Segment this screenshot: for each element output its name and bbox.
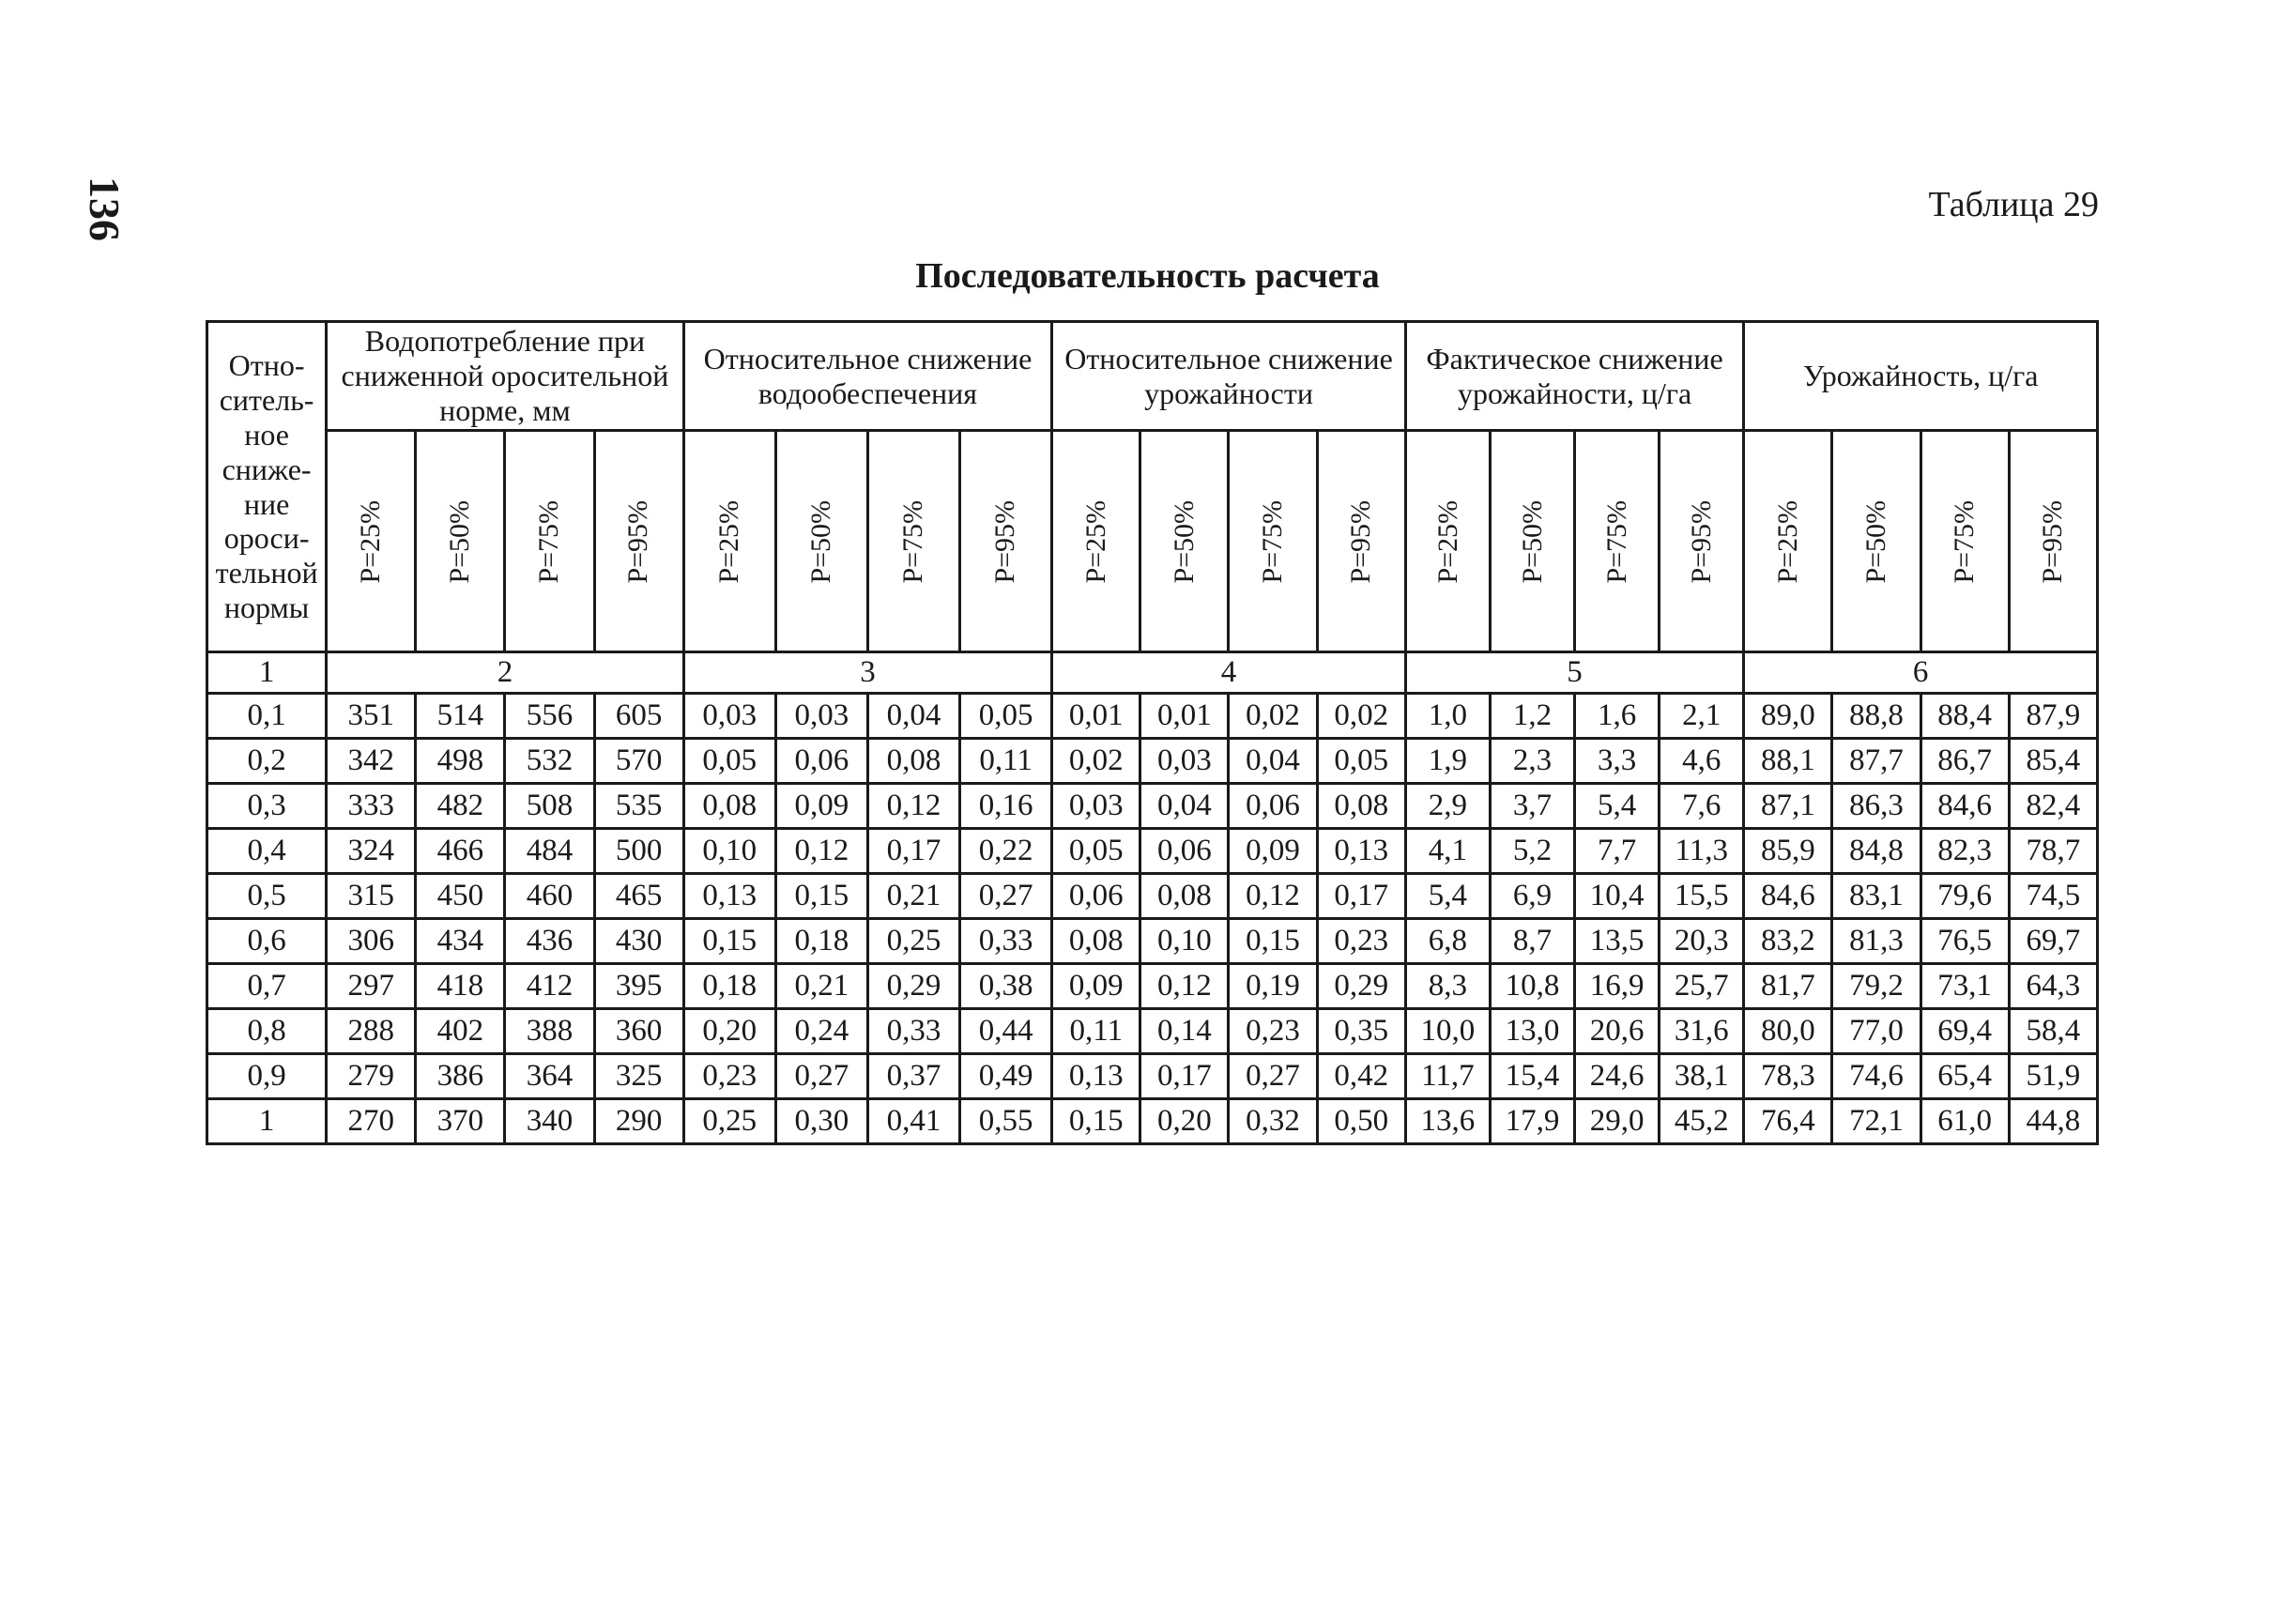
table-cell: 61,0	[1920, 1099, 2009, 1144]
table-cell: 10,4	[1575, 874, 1660, 919]
table-cell: 0,12	[1229, 874, 1317, 919]
table-cell: 6,8	[1405, 919, 1490, 964]
table-cell: 5,4	[1405, 874, 1490, 919]
table-cell: 0,22	[960, 829, 1052, 874]
table-cell: 395	[594, 964, 683, 1009]
probability-label: P=95%	[622, 499, 654, 584]
table-cell: 13,0	[1490, 1009, 1574, 1054]
probability-header	[2009, 431, 2097, 652]
table-cell: 87,1	[1744, 784, 1832, 829]
table-cell: 418	[416, 964, 505, 1009]
table-cell: 79,6	[1920, 874, 2009, 919]
table-cell: 450	[416, 874, 505, 919]
table-cell: 83,2	[1744, 919, 1832, 964]
probability-label: P=95%	[989, 499, 1021, 584]
table-cell: 0,44	[960, 1009, 1052, 1054]
table-cell: 430	[594, 919, 683, 964]
probability-label: P=25%	[1431, 499, 1463, 584]
table-cell: 482	[416, 784, 505, 829]
table-cell: 0,09	[775, 784, 867, 829]
probability-label: P=50%	[1516, 499, 1548, 584]
table-cell: 412	[505, 964, 594, 1009]
table-cell: 0,10	[1140, 919, 1229, 964]
table-cell: 13,6	[1405, 1099, 1490, 1144]
table-cell: 0,23	[1317, 919, 1405, 964]
table-cell: 0,05	[960, 694, 1052, 739]
table-cell: 0,14	[1140, 1009, 1229, 1054]
table-cell: 360	[594, 1009, 683, 1054]
probability-label: P=95%	[1344, 499, 1376, 584]
table-cell: 6,9	[1490, 874, 1574, 919]
table-cell: 81,3	[1832, 919, 1920, 964]
table-cell: 69,4	[1920, 1009, 2009, 1054]
table-cell: 11,3	[1660, 829, 1744, 874]
table-cell: 325	[594, 1054, 683, 1099]
table-cell: 65,4	[1920, 1054, 2009, 1099]
table-cell: 8,7	[1490, 919, 1574, 964]
table-cell: 0,05	[1317, 739, 1405, 784]
table-cell: 17,9	[1490, 1099, 1574, 1144]
table-title: Последовательность расчета	[915, 256, 1380, 296]
column-number: 1	[207, 652, 327, 694]
table-cell: 13,5	[1575, 919, 1660, 964]
table-cell: 0,24	[775, 1009, 867, 1054]
table-cell: 38,1	[1660, 1054, 1744, 1099]
table-cell: 0,06	[1229, 784, 1317, 829]
table-cell: 74,6	[1832, 1054, 1920, 1099]
probability-label: P=50%	[1168, 499, 1200, 584]
table-cell: 0,27	[960, 874, 1052, 919]
table-cell: 0,17	[1140, 1054, 1229, 1099]
table-cell: 73,1	[1920, 964, 2009, 1009]
table-cell: 78,3	[1744, 1054, 1832, 1099]
probability-header	[594, 431, 683, 652]
table-cell: 25,7	[1660, 964, 1744, 1009]
table-cell: 484	[505, 829, 594, 874]
probability-header	[683, 431, 775, 652]
table-cell: 16,9	[1575, 964, 1660, 1009]
probability-header	[867, 431, 959, 652]
table-cell: 342	[327, 739, 416, 784]
group-header: Относительное снижение урожайности	[1052, 322, 1406, 431]
table-cell: 0,09	[1052, 964, 1140, 1009]
table-cell: 5,2	[1490, 829, 1574, 874]
table-cell: 89,0	[1744, 694, 1832, 739]
table-cell: 297	[327, 964, 416, 1009]
table-cell: 402	[416, 1009, 505, 1054]
table-cell: 84,6	[1920, 784, 2009, 829]
row-key-cell: 0,3	[207, 784, 327, 829]
probability-header	[1744, 431, 1832, 652]
probability-label: P=95%	[1686, 499, 1718, 584]
probability-label: P=25%	[1771, 499, 1803, 584]
table-cell: 0,25	[683, 1099, 775, 1144]
table-cell: 64,3	[2009, 964, 2097, 1009]
table-cell: 532	[505, 739, 594, 784]
table-cell: 0,13	[1052, 1054, 1140, 1099]
probability-header	[775, 431, 867, 652]
table-cell: 0,03	[1140, 739, 1229, 784]
probability-label: P=75%	[897, 499, 929, 584]
probability-label: P=95%	[2037, 499, 2069, 584]
table-cell: 0,21	[775, 964, 867, 1009]
table-cell: 0,17	[867, 829, 959, 874]
table-cell: 3,3	[1575, 739, 1660, 784]
table-cell: 11,7	[1405, 1054, 1490, 1099]
column-number: 2	[327, 652, 684, 694]
table-cell: 0,05	[683, 739, 775, 784]
table-cell: 51,9	[2009, 1054, 2097, 1099]
table-cell: 0,25	[867, 919, 959, 964]
probability-header-row	[207, 431, 2098, 652]
probability-label: P=25%	[713, 499, 745, 584]
table-cell: 69,7	[2009, 919, 2097, 964]
table-cell: 0,12	[775, 829, 867, 874]
table-cell: 84,6	[1744, 874, 1832, 919]
table-cell: 0,08	[1317, 784, 1405, 829]
table-cell: 556	[505, 694, 594, 739]
table-cell: 1,0	[1405, 694, 1490, 739]
table-cell: 0,27	[775, 1054, 867, 1099]
table-cell: 80,0	[1744, 1009, 1832, 1054]
table-cell: 88,1	[1744, 739, 1832, 784]
table-cell: 0,50	[1317, 1099, 1405, 1144]
table-cell: 1,6	[1575, 694, 1660, 739]
table-cell: 386	[416, 1054, 505, 1099]
table-cell: 500	[594, 829, 683, 874]
page-number: 136	[81, 176, 129, 241]
probability-header	[1660, 431, 1744, 652]
table-cell: 0,29	[867, 964, 959, 1009]
probability-header	[327, 431, 416, 652]
probability-label: P=50%	[805, 499, 837, 584]
table-cell: 0,37	[867, 1054, 959, 1099]
table-cell: 0,11	[960, 739, 1052, 784]
row-key-cell: 1	[207, 1099, 327, 1144]
table-cell: 436	[505, 919, 594, 964]
table-cell: 15,5	[1660, 874, 1744, 919]
table-cell: 0,30	[775, 1099, 867, 1144]
table-cell: 76,5	[1920, 919, 2009, 964]
table-cell: 0,15	[1052, 1099, 1140, 1144]
table-cell: 86,7	[1920, 739, 2009, 784]
table-cell: 20,6	[1575, 1009, 1660, 1054]
table-row	[207, 874, 2098, 919]
table-cell: 0,04	[867, 694, 959, 739]
group-header: Относительное снижение водообеспечения	[683, 322, 1052, 431]
column-number: 3	[683, 652, 1052, 694]
table-cell: 0,35	[1317, 1009, 1405, 1054]
table-cell: 0,55	[960, 1099, 1052, 1144]
probability-label: P=75%	[1601, 499, 1633, 584]
column-number: 6	[1744, 652, 2098, 694]
table-cell: 0,12	[1140, 964, 1229, 1009]
table-cell: 0,08	[683, 784, 775, 829]
table-cell: 0,03	[1052, 784, 1140, 829]
table-cell: 78,7	[2009, 829, 2097, 874]
table-cell: 0,23	[683, 1054, 775, 1099]
table-cell: 279	[327, 1054, 416, 1099]
probability-header	[1052, 431, 1140, 652]
table-cell: 1,9	[1405, 739, 1490, 784]
table-cell: 88,4	[1920, 694, 2009, 739]
table-cell: 84,8	[1832, 829, 1920, 874]
table-cell: 2,3	[1490, 739, 1574, 784]
table-cell: 466	[416, 829, 505, 874]
table-cell: 508	[505, 784, 594, 829]
table-cell: 0,08	[867, 739, 959, 784]
column-number: 5	[1405, 652, 1744, 694]
row-key-cell: 0,7	[207, 964, 327, 1009]
table-cell: 434	[416, 919, 505, 964]
table-row	[207, 829, 2098, 874]
table-cell: 44,8	[2009, 1099, 2097, 1144]
table-cell: 0,49	[960, 1054, 1052, 1099]
table-cell: 58,4	[2009, 1009, 2097, 1054]
table-cell: 0,04	[1229, 739, 1317, 784]
table-cell: 0,33	[867, 1009, 959, 1054]
table-cell: 0,01	[1052, 694, 1140, 739]
table-cell: 10,0	[1405, 1009, 1490, 1054]
probability-header	[1317, 431, 1405, 652]
row-key-cell: 0,1	[207, 694, 327, 739]
table-cell: 83,1	[1832, 874, 1920, 919]
probability-label: P=50%	[444, 499, 476, 584]
table-cell: 324	[327, 829, 416, 874]
probability-header	[505, 431, 594, 652]
table-cell: 514	[416, 694, 505, 739]
table-cell: 0,23	[1229, 1009, 1317, 1054]
table-cell: 0,05	[1052, 829, 1140, 874]
table-cell: 0,13	[1317, 829, 1405, 874]
table-cell: 0,03	[683, 694, 775, 739]
table-cell: 0,32	[1229, 1099, 1317, 1144]
probability-header	[1229, 431, 1317, 652]
table-cell: 2,1	[1660, 694, 1744, 739]
table-cell: 270	[327, 1099, 416, 1144]
table-cell: 72,1	[1832, 1099, 1920, 1144]
probability-header	[960, 431, 1052, 652]
table-cell: 388	[505, 1009, 594, 1054]
row-key-cell: 0,2	[207, 739, 327, 784]
table-cell: 29,0	[1575, 1099, 1660, 1144]
table-cell: 8,3	[1405, 964, 1490, 1009]
probability-header	[1575, 431, 1660, 652]
table-cell: 0,42	[1317, 1054, 1405, 1099]
probability-label: P=50%	[1859, 499, 1891, 584]
table-cell: 81,7	[1744, 964, 1832, 1009]
table-cell: 0,18	[775, 919, 867, 964]
table-cell: 0,02	[1229, 694, 1317, 739]
group-header: Фактическое снижение урожайности, ц/га	[1405, 322, 1744, 431]
row-key-cell: 0,5	[207, 874, 327, 919]
table-cell: 0,19	[1229, 964, 1317, 1009]
table-cell: 1,2	[1490, 694, 1574, 739]
table-cell: 0,20	[683, 1009, 775, 1054]
table-cell: 465	[594, 874, 683, 919]
table-cell: 0,02	[1317, 694, 1405, 739]
row-key-cell: 0,6	[207, 919, 327, 964]
table-cell: 498	[416, 739, 505, 784]
table-cell: 4,6	[1660, 739, 1744, 784]
table-cell: 79,2	[1832, 964, 1920, 1009]
table-cell: 82,3	[1920, 829, 2009, 874]
table-cell: 7,6	[1660, 784, 1744, 829]
table-cell: 0,21	[867, 874, 959, 919]
row-key-cell: 0,8	[207, 1009, 327, 1054]
table-cell: 0,41	[867, 1099, 959, 1144]
table-cell: 76,4	[1744, 1099, 1832, 1144]
table-cell: 24,6	[1575, 1054, 1660, 1099]
table-cell: 0,10	[683, 829, 775, 874]
table-cell: 290	[594, 1099, 683, 1144]
table-row	[207, 1009, 2098, 1054]
table-row	[207, 1054, 2098, 1099]
row-key-cell: 0,4	[207, 829, 327, 874]
table-cell: 0,11	[1052, 1009, 1140, 1054]
table-cell: 31,6	[1660, 1009, 1744, 1054]
table-cell: 77,0	[1832, 1009, 1920, 1054]
table-cell: 0,29	[1317, 964, 1405, 1009]
table-cell: 5,4	[1575, 784, 1660, 829]
column-number-row	[207, 652, 2098, 694]
table-cell: 351	[327, 694, 416, 739]
table-cell: 0,27	[1229, 1054, 1317, 1099]
table-cell: 74,5	[2009, 874, 2097, 919]
table-cell: 364	[505, 1054, 594, 1099]
table-cell: 460	[505, 874, 594, 919]
column-number: 4	[1052, 652, 1406, 694]
table-cell: 0,15	[775, 874, 867, 919]
group-header: Водопотребление при сниженной оросительной норме, мм	[327, 322, 684, 431]
table-caption: Таблица 29	[1928, 185, 2099, 224]
table-cell: 3,7	[1490, 784, 1574, 829]
table-cell: 10,8	[1490, 964, 1574, 1009]
table-row	[207, 784, 2098, 829]
table-cell: 605	[594, 694, 683, 739]
probability-label: P=25%	[1079, 499, 1111, 584]
table-row	[207, 1099, 2098, 1144]
table-cell: 0,02	[1052, 739, 1140, 784]
probability-header	[416, 431, 505, 652]
group-header: Урожайность, ц/га	[1744, 322, 2098, 431]
table-cell: 4,1	[1405, 829, 1490, 874]
table-cell: 85,9	[1744, 829, 1832, 874]
table-cell: 0,09	[1229, 829, 1317, 874]
row-key-cell: 0,9	[207, 1054, 327, 1099]
table-cell: 0,06	[775, 739, 867, 784]
table-cell: 87,9	[2009, 694, 2097, 739]
probability-label: P=75%	[1256, 499, 1288, 584]
probability-header	[1405, 431, 1490, 652]
probability-header	[1832, 431, 1920, 652]
table-cell: 0,17	[1317, 874, 1405, 919]
table-row	[207, 739, 2098, 784]
table-cell: 0,03	[775, 694, 867, 739]
table-cell: 535	[594, 784, 683, 829]
table-row	[207, 919, 2098, 964]
table-cell: 2,9	[1405, 784, 1490, 829]
table-cell: 570	[594, 739, 683, 784]
table-cell: 0,12	[867, 784, 959, 829]
table-cell: 87,7	[1832, 739, 1920, 784]
table-cell: 0,38	[960, 964, 1052, 1009]
table-cell: 45,2	[1660, 1099, 1744, 1144]
table-cell: 88,8	[1832, 694, 1920, 739]
probability-label: P=25%	[354, 499, 386, 584]
probability-label: P=75%	[533, 499, 565, 584]
table-cell: 0,33	[960, 919, 1052, 964]
table-cell: 7,7	[1575, 829, 1660, 874]
table-cell: 82,4	[2009, 784, 2097, 829]
table-cell: 370	[416, 1099, 505, 1144]
table-cell: 306	[327, 919, 416, 964]
table-row	[207, 964, 2098, 1009]
table-cell: 85,4	[2009, 739, 2097, 784]
probability-label: P=75%	[1948, 499, 1980, 584]
probability-header	[1140, 431, 1229, 652]
probability-header	[1920, 431, 2009, 652]
table-cell: 15,4	[1490, 1054, 1574, 1099]
table-cell: 0,20	[1140, 1099, 1229, 1144]
table-cell: 0,15	[683, 919, 775, 964]
table-cell: 288	[327, 1009, 416, 1054]
table-cell: 0,06	[1052, 874, 1140, 919]
table-cell: 0,01	[1140, 694, 1229, 739]
table-cell: 315	[327, 874, 416, 919]
calculation-table	[206, 320, 2099, 1145]
table-cell: 0,13	[683, 874, 775, 919]
table-cell: 0,08	[1140, 874, 1229, 919]
table-cell: 0,16	[960, 784, 1052, 829]
header-group-row	[207, 322, 2098, 431]
table-cell: 0,06	[1140, 829, 1229, 874]
probability-header	[1490, 431, 1574, 652]
table-cell: 20,3	[1660, 919, 1744, 964]
table-cell: 0,04	[1140, 784, 1229, 829]
table-cell: 0,18	[683, 964, 775, 1009]
row-header-cell: Отно- ситель- ное сниже- ние ороси- тельной нормы	[207, 322, 327, 652]
table-cell: 340	[505, 1099, 594, 1144]
table-cell: 333	[327, 784, 416, 829]
table-cell: 86,3	[1832, 784, 1920, 829]
table-row	[207, 694, 2098, 739]
table-cell: 0,15	[1229, 919, 1317, 964]
table-cell: 0,08	[1052, 919, 1140, 964]
